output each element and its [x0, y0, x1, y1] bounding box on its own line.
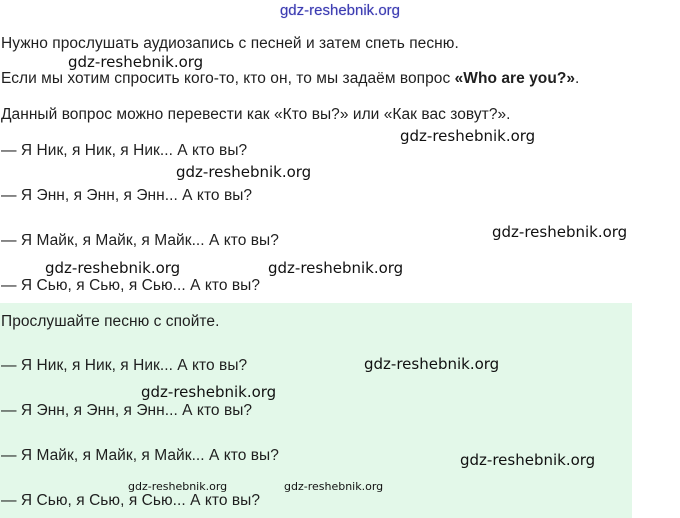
song-line: — Я Ник, я Ник, я Ник... А кто вы?: [1, 357, 248, 374]
watermark: gdz-reshebnik.org: [268, 259, 404, 277]
explanation-line: [1, 70, 579, 88]
song-heading: Прослушайте песню с спойте.: [1, 313, 220, 330]
song-line: — Я Энн, я Энн, я Энн... А кто вы?: [1, 402, 253, 419]
dialogue-line: — Я Сью, я Сью, я Сью... А кто вы?: [1, 277, 260, 294]
instruction-line: Нужно прослушать аудиозапись с песней и затем спеть песню.: [1, 35, 459, 52]
dialogue-line: — Я Ник, я Ник, я Ник... А кто вы?: [1, 142, 248, 159]
translation-line: Данный вопрос можно перевести как «Кто вы?» или «Как вас зовут?».: [1, 106, 511, 123]
watermark: gdz-reshebnik.org: [141, 383, 277, 401]
watermark: gdz-reshebnik.org: [492, 223, 628, 241]
dialogue-line: — Я Энн, я Энн, я Энн... А кто вы?: [1, 187, 253, 204]
watermark: gdz-reshebnik.org: [400, 127, 536, 145]
watermark: gdz-reshebnik.org: [68, 53, 204, 71]
question-phrase: «Who are you?»: [454, 70, 576, 87]
watermark: gdz-reshebnik.org: [128, 480, 228, 493]
site-header-link[interactable]: gdz-reshebnik.org: [279, 2, 401, 19]
watermark: gdz-reshebnik.org: [45, 259, 181, 277]
explanation-text: Если мы хотим спросить кого-то, кто он, то мы задаём вопрос: [1, 70, 455, 87]
watermark: gdz-reshebnik.org: [460, 451, 596, 469]
dialogue-line: — Я Майк, я Майк, я Майк... А кто вы?: [1, 232, 279, 249]
watermark: gdz-reshebnik.org: [364, 355, 500, 373]
watermark: gdz-reshebnik.org: [176, 163, 312, 181]
explanation-end: .: [575, 70, 580, 87]
song-line: — Я Сью, я Сью, я Сью... А кто вы?: [1, 492, 260, 509]
song-line: — Я Майк, я Майк, я Майк... А кто вы?: [1, 447, 279, 464]
watermark: gdz-reshebnik.org: [284, 480, 384, 493]
